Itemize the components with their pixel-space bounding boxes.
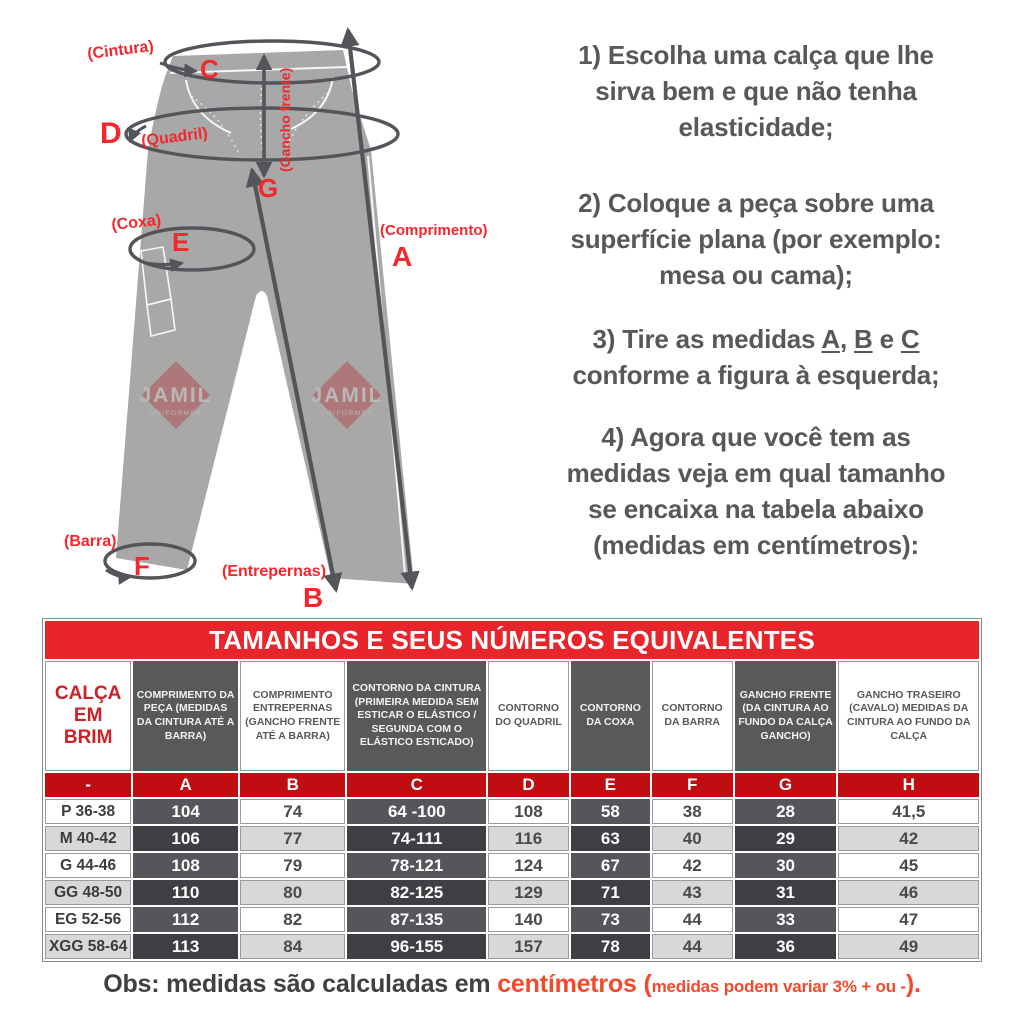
table-title: TAMANHOS E SEUS NÚMEROS EQUIVALENTES xyxy=(45,621,979,659)
value-cell-B: 79 xyxy=(240,853,346,878)
footnote-end: ). xyxy=(905,970,921,998)
column-header-C: CONTORNO DA CINTURA (PRIMEIRA MEDIDA SEM ESTICAR O ELÁSTICO / SEGUNDA COM O ELÁSTICO ESTICADO) xyxy=(347,661,486,771)
letter-cell-C: C xyxy=(347,773,486,797)
value-cell-D: 129 xyxy=(488,880,569,905)
value-cell-D: 108 xyxy=(488,799,569,824)
svg-text:JAMIL: JAMIL xyxy=(310,384,384,407)
value-cell-B: 74 xyxy=(240,799,346,824)
step3-line2: conforme a figura à esquerda; xyxy=(572,359,940,390)
value-cell-F: 44 xyxy=(652,934,733,959)
step4-line2: medidas veja em qual tamanho xyxy=(566,457,946,488)
svg-text:JAMIL: JAMIL xyxy=(139,384,213,407)
step3-line1: 3) Tire as medidas A, B e C xyxy=(592,324,920,354)
table-row xyxy=(45,907,979,932)
column-header-H: GANCHO TRASEIRO (CAVALO) MEDIDAS DA CINTURA AO FUNDO DA CALÇA xyxy=(838,661,979,771)
size-cell: M 40-42 xyxy=(45,826,131,851)
table-row xyxy=(45,853,979,878)
step4-line4: (medidas em centímetros): xyxy=(593,529,919,560)
size-table-wrap xyxy=(42,618,982,962)
value-cell-H: 45 xyxy=(838,853,979,878)
value-cell-D: 157 xyxy=(488,934,569,959)
value-cell-G: 28 xyxy=(735,799,837,824)
column-header-B: COMPRIMENTO ENTREPERNAS (GANCHO FRENTE ATÉ A BARRA) xyxy=(240,661,346,771)
value-cell-E: 78 xyxy=(571,934,650,959)
letter-A: A xyxy=(392,241,413,272)
instruction-step-4 xyxy=(497,420,1015,564)
svg-text:UNIFORMES: UNIFORMES xyxy=(320,410,374,417)
value-cell-G: 29 xyxy=(735,826,837,851)
pants-measurement-diagram xyxy=(0,0,495,618)
value-cell-B: 84 xyxy=(240,934,346,959)
value-cell-C: 78-121 xyxy=(347,853,486,878)
value-cell-E: 67 xyxy=(571,853,650,878)
value-cell-D: 124 xyxy=(488,853,569,878)
letter-cell-H: H xyxy=(838,773,979,797)
label-entrepernas: (Entrepernas) xyxy=(222,563,327,580)
value-cell-H: 46 xyxy=(838,880,979,905)
size-cell: G 44-46 xyxy=(45,853,131,878)
value-cell-E: 71 xyxy=(571,880,650,905)
step1-line3: elasticidade; xyxy=(678,111,834,142)
value-cell-C: 64 -100 xyxy=(347,799,486,824)
svg-text:UNIFORMES: UNIFORMES xyxy=(149,410,203,417)
instructions-panel xyxy=(497,0,1015,615)
value-cell-G: 36 xyxy=(735,934,837,959)
value-cell-E: 73 xyxy=(571,907,650,932)
size-table xyxy=(42,618,982,962)
value-cell-D: 116 xyxy=(488,826,569,851)
value-cell-H: 47 xyxy=(838,907,979,932)
value-cell-A: 112 xyxy=(133,907,238,932)
value-cell-E: 58 xyxy=(571,799,650,824)
value-cell-A: 110 xyxy=(133,880,238,905)
column-header-A: COMPRIMENTO DA PEÇA (MEDIDAS DA CINTURA ATÉ A BARRA) xyxy=(133,661,238,771)
footnote-highlight: centímetros ( xyxy=(497,970,652,998)
pants-diagram-svg xyxy=(0,0,495,618)
step4-line1: 4) Agora que você tem as xyxy=(601,422,911,452)
letter-cell-D: D xyxy=(488,773,569,797)
value-cell-C: 82-125 xyxy=(347,880,486,905)
value-cell-F: 38 xyxy=(652,799,733,824)
value-cell-C: 87-135 xyxy=(347,907,486,932)
step2-line2: superfície plana (por exemplo: xyxy=(570,223,942,254)
value-cell-E: 63 xyxy=(571,826,650,851)
letter-G: G xyxy=(258,173,279,203)
value-cell-F: 40 xyxy=(652,826,733,851)
step1-line2: sirva bem e que não tenha xyxy=(595,75,917,106)
value-cell-G: 31 xyxy=(735,880,837,905)
letter-cell-E: E xyxy=(571,773,650,797)
value-cell-G: 30 xyxy=(735,853,837,878)
table-row xyxy=(45,880,979,905)
footnote xyxy=(0,970,1024,999)
size-cell: GG 48-50 xyxy=(45,880,131,905)
column-header-E: CONTORNO DA COXA xyxy=(571,661,650,771)
letter-cell-B: B xyxy=(240,773,346,797)
letter-B: B xyxy=(303,582,324,613)
letter-row xyxy=(45,773,979,797)
letter-cell-A: A xyxy=(133,773,238,797)
value-cell-F: 43 xyxy=(652,880,733,905)
table-row xyxy=(45,934,979,959)
instruction-step-3 xyxy=(497,322,1015,394)
footnote-prefix: Obs: medidas são calculadas em xyxy=(103,970,498,998)
step2-line3: mesa ou cama); xyxy=(659,259,853,290)
step2-line1: 2) Coloque a peça sobre uma xyxy=(578,188,934,218)
column-header-row xyxy=(45,661,979,771)
value-cell-H: 49 xyxy=(838,934,979,959)
size-cell: EG 52-56 xyxy=(45,907,131,932)
size-cell: P 36-38 xyxy=(45,799,131,824)
footnote-small: medidas podem variar 3% + ou - xyxy=(651,977,906,996)
label-quadril: (Quadril) xyxy=(140,124,209,150)
letter-C: C xyxy=(200,54,219,84)
corner-letter-cell: - xyxy=(45,773,131,797)
value-cell-B: 80 xyxy=(240,880,346,905)
label-comprimento: (Comprimento) xyxy=(380,222,488,239)
step4-line3: se encaixa na tabela abaixo xyxy=(588,493,924,524)
instruction-step-2 xyxy=(497,186,1015,294)
value-cell-H: 41,5 xyxy=(838,799,979,824)
column-header-D: CONTORNO DO QUADRIL xyxy=(488,661,569,771)
size-cell: XGG 58-64 xyxy=(45,934,131,959)
value-cell-B: 82 xyxy=(240,907,346,932)
step1-line1: 1) Escolha uma calça que lhe xyxy=(578,40,934,70)
value-cell-C: 96-155 xyxy=(347,934,486,959)
value-cell-D: 140 xyxy=(488,907,569,932)
letter-E: E xyxy=(172,227,190,257)
value-cell-H: 42 xyxy=(838,826,979,851)
value-cell-A: 113 xyxy=(133,934,238,959)
label-gancho-frente: (Gancho frente) xyxy=(277,67,293,172)
value-cell-A: 104 xyxy=(133,799,238,824)
column-header-G: GANCHO FRENTE (DA CINTURA AO FUNDO DA CALÇA GANCHO) xyxy=(735,661,837,771)
value-cell-A: 106 xyxy=(133,826,238,851)
value-cell-B: 77 xyxy=(240,826,346,851)
column-header-F: CONTORNO DA BARRA xyxy=(652,661,733,771)
label-coxa: (Coxa) xyxy=(110,211,162,234)
value-cell-G: 33 xyxy=(735,907,837,932)
letter-cell-G: G xyxy=(735,773,837,797)
value-cell-F: 44 xyxy=(652,907,733,932)
table-row xyxy=(45,826,979,851)
corner-cell: CALÇA EM BRIM xyxy=(45,661,131,771)
table-row xyxy=(45,799,979,824)
label-barra: (Barra) xyxy=(64,533,117,550)
letter-F: F xyxy=(134,551,150,581)
value-cell-A: 108 xyxy=(133,853,238,878)
letter-D: D xyxy=(100,117,122,150)
label-cintura: (Cintura) xyxy=(86,37,155,63)
instruction-step-1 xyxy=(497,38,1015,146)
value-cell-C: 74-111 xyxy=(347,826,486,851)
value-cell-F: 42 xyxy=(652,853,733,878)
letter-cell-F: F xyxy=(652,773,733,797)
